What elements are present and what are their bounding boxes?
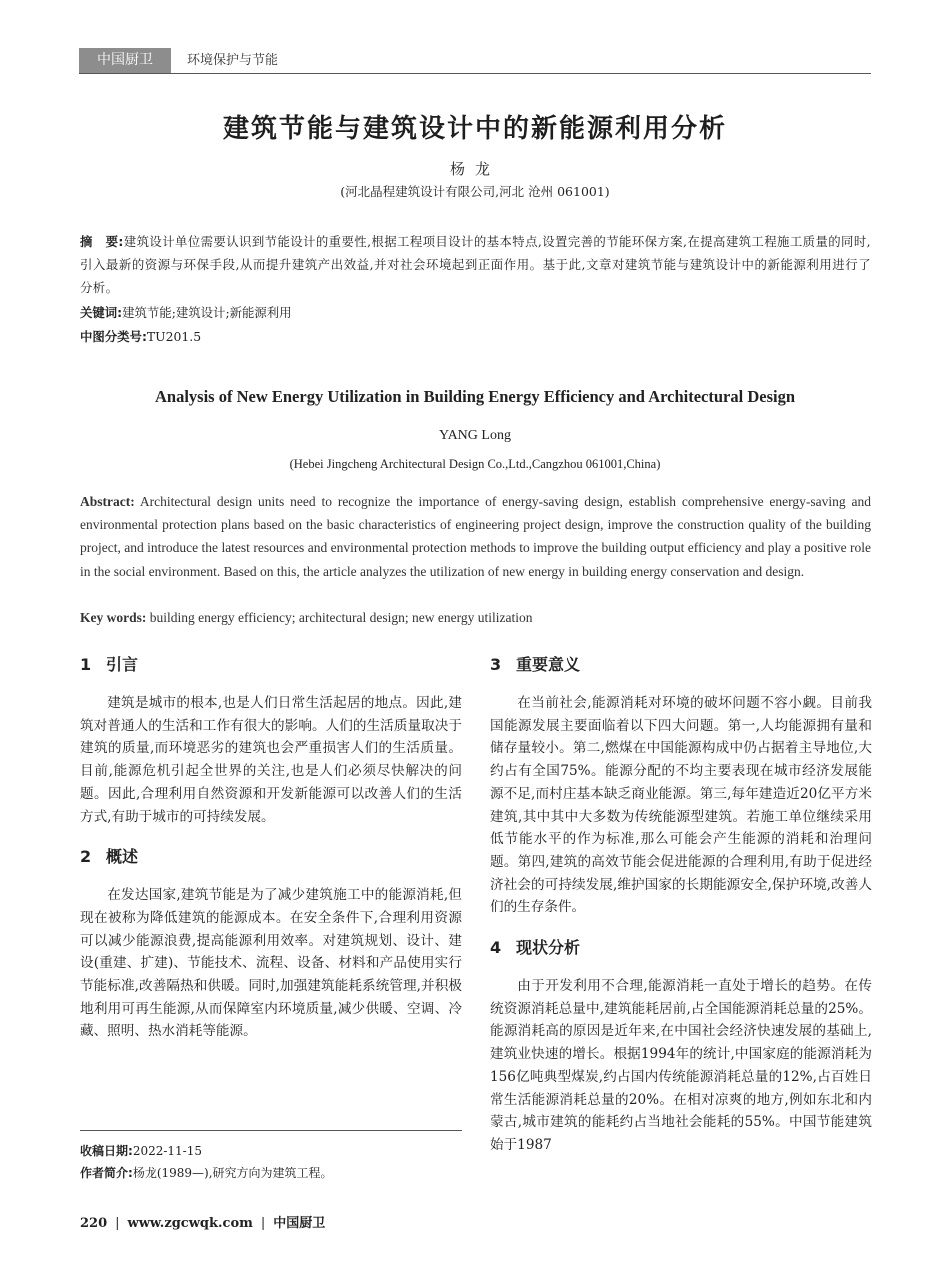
affiliation-cn: (河北晶程建筑设计有限公司,河北 沧州 061001) <box>340 184 610 199</box>
section-title: 引言 <box>106 655 139 674</box>
classification-label: 中图分类号: <box>80 329 147 344</box>
paragraph: 在发达国家,建筑节能是为了减少建筑施工中的能源消耗,但现在被称为降低建筑的能源成本。在安全条件下,合理利用资源可以减少能源浪费,提高能源利用效率。对建筑规划、设计、建设(重建、扩建)、节能技术、流程、设备、材料和产品使用实行节能标准,改善隔热和供暖。同时,加强建筑能耗系统管理,并积极地利用可再生能源,从而保障室内环境质量,减少供暖、空调、冷藏、照明、热水消耗等能源。 <box>80 887 462 1040</box>
section-number: 1 <box>80 655 92 674</box>
classification <box>80 327 871 347</box>
article-title-cn: 建筑节能与建筑设计中的新能源利用分析 <box>222 114 727 144</box>
section-number: 4 <box>490 938 502 958</box>
received-date <box>80 1142 202 1160</box>
author-bio-label: 作者简介: <box>80 1166 133 1180</box>
left-column <box>80 650 462 1043</box>
running-header <box>79 44 871 74</box>
section-title: 概述 <box>106 847 139 867</box>
journal-tag: 中国厨卫 <box>79 48 171 73</box>
section-title: 现状分析 <box>516 938 581 958</box>
page-footer <box>80 1212 325 1231</box>
author-bio-text: 杨龙(1989—),研究方向为建筑工程。 <box>132 1166 333 1180</box>
section-label: 环境保护与节能 <box>187 53 279 68</box>
paragraph: 建筑是城市的根本,也是人们日常生活起居的地点。因此,建筑对普通人的生活和工作有很大的影响。人们的生活质量取决于建筑的质量,而环境恶劣的建筑也会严重损害人们的生活质量。目前,能源危机引起全世界的关注,也是人们必须尽快解决的问题。因此,合理利用自然资源和开发新能源可以改善人们的生活方式,有助于城市的可持续发展。 <box>80 695 462 825</box>
journal-name: 中国厨卫 <box>273 1216 326 1231</box>
section-heading <box>80 842 462 872</box>
abstract-en-text: Architectural design units need to recognize the importance of energy-saving design, establish comprehensive energy-saving and environmental protection plans based on the basic characteristics of engineering project design, improve the construction quality of the building project, and introduce the latest resources and environmental protection methods to improve the building output efficiency and play a positive role in the social environment. Based on this, the article analyzes the utilization of new energy in building energy conservation and design. <box>80 494 871 579</box>
paragraph: 由于开发利用不合理,能源消耗一直处于增长的趋势。在传统资源消耗总量中,建筑能耗居前,占全国能源消耗总量的25%。能源消耗高的原因是近年来,在中国社会经济快速发展的基础上,建筑业快速的增长。根据1994年的统计,中国家庭的能源消耗为156亿吨典型煤炭,约占国内传统能源消耗总量的12%,占百姓日常生活能源消耗总量的20%。在相对凉爽的地方,例如东北和内蒙古,城市建筑的能耗约占当地社会能耗的55%。中国节能建筑始于1987 <box>490 978 872 1153</box>
page-number: 220 <box>80 1216 108 1231</box>
keywords-cn <box>80 303 871 323</box>
abstract-en <box>80 490 871 583</box>
author-bio <box>80 1164 333 1182</box>
affiliation-en: (Hebei Jingcheng Architectural Design Co.,Ltd.,Cangzhou 061001,China) <box>289 457 661 471</box>
keywords-cn-label: 关键词: <box>80 305 123 320</box>
abstract-en-label: Abstract: <box>80 494 135 509</box>
keywords-en <box>80 607 871 629</box>
section-heading <box>80 650 462 680</box>
footnote-divider <box>80 1130 462 1131</box>
classification-code: TU201.5 <box>146 329 202 344</box>
section-heading <box>490 933 872 963</box>
section-title: 重要意义 <box>516 655 581 674</box>
section-heading <box>490 650 872 680</box>
author-en: YANG Long <box>439 428 511 443</box>
keywords-en-label: Key words: <box>80 610 147 625</box>
keywords-cn-text: 建筑节能;建筑设计;新能源利用 <box>122 305 292 320</box>
keywords-en-text: building energy efficiency; architectural design; new energy utilization <box>146 610 533 625</box>
footer-separator: | <box>260 1216 266 1231</box>
footer-separator: | <box>115 1216 120 1231</box>
section-number: 3 <box>490 655 502 674</box>
abstract-cn-text: 建筑设计单位需要认识到节能设计的重要性,根据工程项目设计的基本特点,设置完善的节能环保方案,在提高建筑工程施工质量的同时,引入最新的资源与环保手段,从而提升建筑产出效益,并对社会环境起到正面作用。基于此,文章对建筑节能与建筑设计中的新能源利用进行了分析。 <box>80 234 872 295</box>
abstract-cn-label: 摘 要: <box>80 234 124 249</box>
article-title-en: Analysis of New Energy Utilization in Building Energy Efficiency and Architectural Design <box>155 387 795 406</box>
journal-url: www.zgcwqk.com <box>127 1216 253 1231</box>
section-number: 2 <box>80 847 92 867</box>
paragraph: 在当前社会,能源消耗对环境的破坏问题不容小觑。目前我国能源发展主要面临着以下四大问题。第一,人均能源拥有量和储存量较小。第二,燃煤在中国能源构成中仍占据着主导地位,大约占有全国75%。能源分配的不均主要表现在城市经济发展能源不足,而村庄基本缺乏商业能源。第三,每年建造近20亿平方米建筑,其中其中大多数为传统能源型建筑。若施工单位继续采用低节能水平的作为标准,那么可能会产生能源的消耗和治理问题。第四,建筑的高效节能会促进能源的合理利用,有助于促进经济社会的可持续发展,维护国家的长期能源安全,保护环境,改善人们的生存条件。 <box>490 695 872 916</box>
abstract-cn <box>80 230 871 299</box>
received-value: 2022-11-15 <box>132 1144 202 1158</box>
received-label: 收稿日期: <box>80 1144 133 1158</box>
right-column <box>490 650 872 1157</box>
author-cn: 杨龙 <box>449 160 500 178</box>
